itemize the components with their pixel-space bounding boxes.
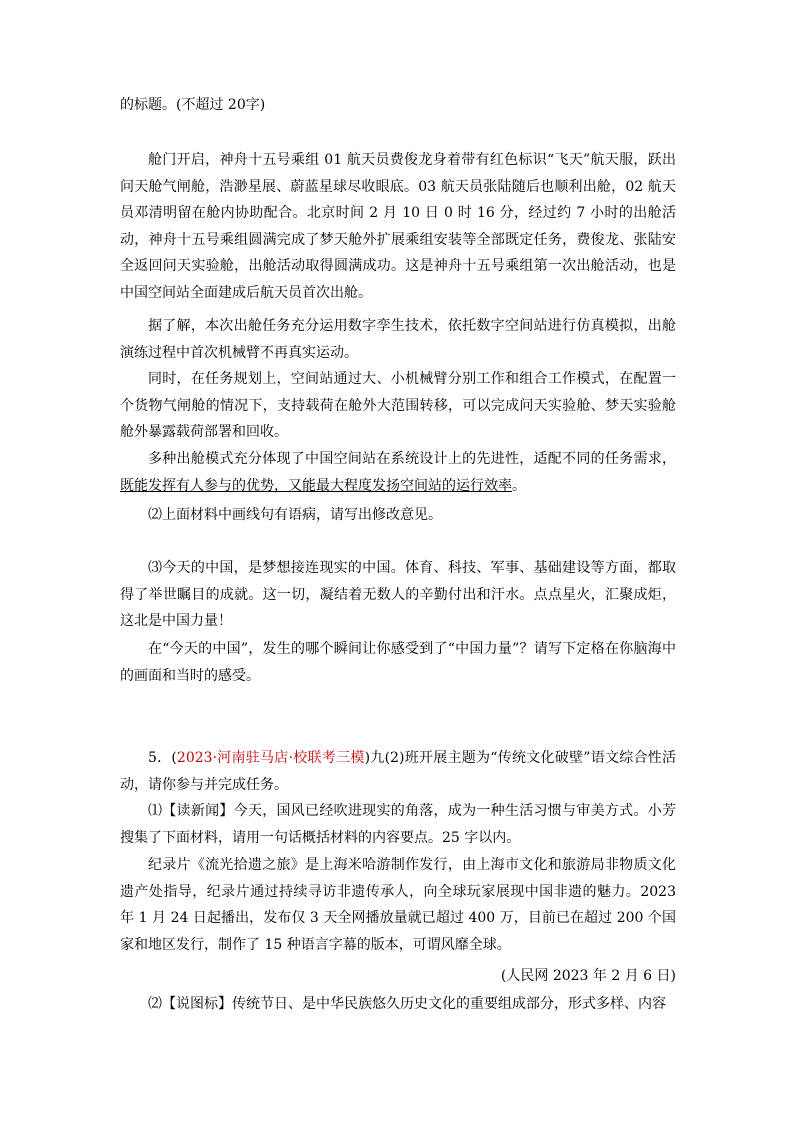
- paragraph-4-text: 多种出舱模式充分体现了中国空间站在系统设计上的先进性，适配不同的任务需求，: [148, 451, 676, 467]
- question-3: ⑶今天的中国，是梦想接连现实的中国。体育、科技、军事、基础建设等方面，都取得了举世瞩目的成就。这一切，凝结着无数人的辛勤付出和汗水。点点星火，汇聚成炬，这北是中国力量！: [120, 560, 676, 630]
- news-source: (人民网 2023 年 2 月 6 日): [500, 968, 676, 984]
- material-paragraph-3: 同时，在任务规划上，空间站通过大、小机械臂分别工作和组合工作模式，在配置一个货物气闸舱的情况下，支持载荷在舱外大范围转移，可以完成问天实验舱、梦天实验舱舱外暴露载荷部署和回收。: [120, 371, 676, 441]
- question-5-number: 5．(: [148, 750, 177, 766]
- question-5-task-1: ⑴【读新闻】今天，国风已经吹进现实的角落，成为一种生活习惯与审美方式。小芳搜集了下面材料，请用一句话概括材料的内容要点。25 字以内。: [120, 803, 676, 846]
- paragraph-4-end: 。: [512, 477, 526, 494]
- material-paragraph-2: 据了解，本次出舱任务充分运用数字孪生技术，依托数字空间站进行仿真模拟，出舱演练过程中首次机械臂不再真实运动。: [120, 318, 676, 361]
- question-3-prompt: 在“今天的中国”，发生的哪个瞬间让你感受到了“中国力量”？请写下定格在你脑海中的画面和当时的感受。: [120, 641, 676, 684]
- material-paragraph-4: [120, 446, 676, 499]
- question-tail-line: 的标题。(不超过 20字): [120, 97, 266, 113]
- question-5-source: 2023·河南驻马店·校联考三模: [176, 750, 365, 766]
- news-paragraph: 纪录片《流光拾遗之旅》是上海米哈游制作发行，由上海市文化和旅游局非物质文化遗产处指导，纪录片通过持续寻访非遗传承人，向全球玩家展现中国非遗的魅力。2023 年 1 月 24 日起播出，发布仅 3 天全网播放量就已超过 400 万，目前已在超过 200 个国家和地区发行，制作了 15 种语言字幕的版本，可谓风靡全球。: [120, 857, 676, 953]
- material-paragraph-1: 舱门开启，神舟十五号乘组 01 航天员费俊龙身着带有红色标识“飞天”航天服，跃出问天舱气闸舱，浩渺星展、蔚蓝星球尽收眼底。03 航天员张陆随后也顺利出舱，02 航天员邓清明留在舱内协助配合。北京时间 2 月 10 日 0 时 16 分，经过约 7 小时的出舱活动，神舟十五号乘组圆满完成了梦天舱外扩展乘组安装等全部既定任务，费俊龙、张陆安全返回问天实验舱，出舱活动取得圆满成功。这是神舟十五号乘组第一次出舱活动，也是中国空间站全面建成后航天员首次出舱。: [120, 152, 676, 301]
- underlined-sentence: 既能发挥有人参与的优势，又能最大程度发扬空间站的运行效率: [120, 477, 512, 494]
- question-5-intro: )九(2)班开展主题为“传统文化破壁”语文综合性活动，请你参与并完成任务。: [120, 750, 677, 793]
- question-5-heading: [120, 745, 676, 798]
- question-5-task-2: ⑵【说图标】传统节日、是中华民族悠久历史文化的重要组成部分，形式多样、内容: [148, 996, 666, 1012]
- question-2: ⑵上面材料中画线句有语病，请写出修改意见。: [148, 507, 442, 523]
